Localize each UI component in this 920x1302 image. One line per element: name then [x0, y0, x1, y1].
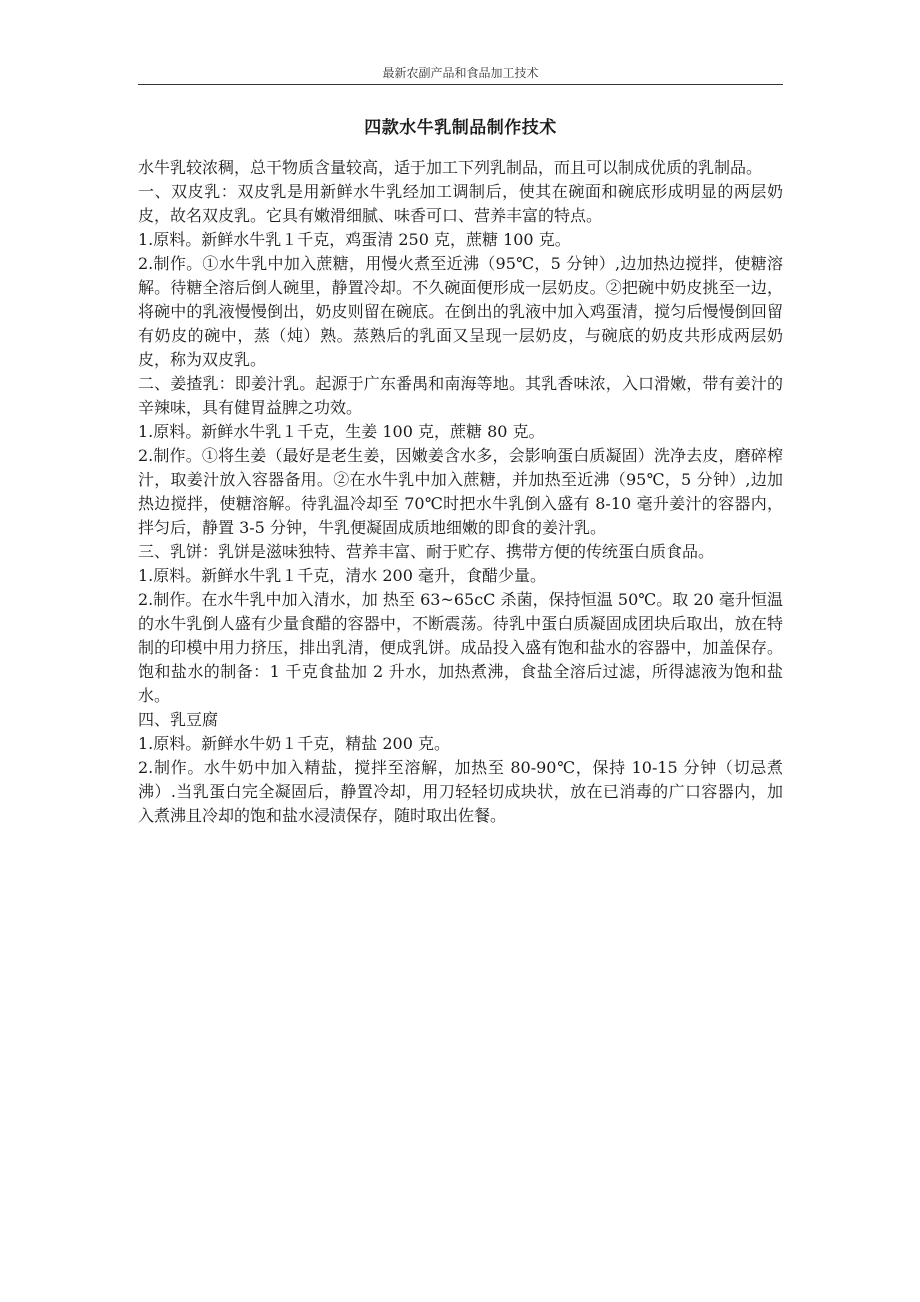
- section-2-ingredients: 1.原料。新鲜水牛乳１千克，生姜 100 克，蔗糖 80 克。: [138, 422, 545, 441]
- section-3-method: 2.制作。在水牛乳中加入清水，加 热至 63~65cC 杀菌，保持恒温 50℃。取 20 毫升恒温的水牛乳倒人盛有少量食醋的容器中，不断震荡。待乳中蛋白质凝固成团块后取出，放在特制的印模中用力挤压，排出乳清，便成乳饼。成品投入盛有饱和盐水的容器中，加盖保存。饱和盐水的制备：1 千克食盐加 2 升水，加热煮沸，食盐全溶后过滤，所得滤液为饱和盐水。: [138, 590, 783, 705]
- section-4-method: 2.制作。水牛奶中加入精盐，搅拌至溶解，加热至 80-90℃，保持 10-15 分钟（切忌煮沸）.当乳蛋白完全凝固后，静置冷却，用刀轻轻切成块状，放在已消毒的广口容器内，加入煮沸且冷却的饱和盐水浸渍保存，随时取出佐餐。: [138, 758, 783, 825]
- section-1-heading-paragraph: 一、双皮乳：双皮乳是用新鲜水牛乳经加工调制后，使其在碗面和碗底形成明显的两层奶皮，故名双皮乳。它具有嫩滑细腻、味香可口、营养丰富的特点。: [138, 182, 783, 225]
- document-title: 四款水牛乳制品制作技术: [364, 118, 557, 138]
- header-rule: [138, 84, 783, 85]
- section-2-method: 2.制作。①将生姜（最好是老生姜，因嫩姜含水多，会影响蛋白质凝固）洗净去皮，磨碎榨汁，取姜汁放入容器备用。②在水牛乳中加入蔗糖，并加热至近沸（95℃，5 分钟）,边加热边搅拌，使糖溶解。待乳温冷却至 70℃时把水牛乳倒入盛有 8-10 毫升姜汁的容器内，拌匀后，静置 3-5 分钟，牛乳便凝固成质地细嫩的即食的姜汁乳。: [138, 446, 783, 537]
- section-4-heading: 四、乳豆腐: [138, 710, 219, 729]
- section-1-ingredients: 1.原料。新鲜水牛乳１千克，鸡蛋清 250 克，蔗糖 100 克。: [138, 230, 571, 249]
- section-3-ingredients: 1.原料。新鲜水牛乳１千克，清水 200 毫升，食醋少量。: [138, 566, 546, 585]
- section-1-method: 2.制作。①水牛乳中加入蔗糖，用慢火煮至近沸（95℃，5 分钟）,边加热边搅拌，使糖溶解。待糖全溶后倒人碗里，静置冷却。不久碗面便形成一层奶皮。②把碗中奶皮挑至一边，将碗中的乳液慢慢倒出，奶皮则留在碗底。在倒出的乳液中加入鸡蛋清，搅匀后慢慢倒回留有奶皮的碗中，蒸（炖）熟。蒸熟后的乳面又呈现一层奶皮，与碗底的奶皮共形成两层奶皮，称为双皮乳。: [138, 254, 783, 369]
- section-4-ingredients: 1.原料。新鲜水牛奶１千克，精盐 200 克。: [138, 734, 450, 753]
- running-header: 最新农副产品和食品加工技术: [382, 66, 539, 80]
- document-body: [138, 156, 783, 828]
- intro-paragraph: 水牛乳较浓稠，总干物质含量较高，适于加工下列乳制品，而且可以制成优质的乳制品。: [138, 158, 763, 177]
- section-2-heading-paragraph: 二、姜揸乳：即姜汁乳。起源于广东番禺和南海等地。其乳香味浓，入口滑嫩，带有姜汁的辛辣味，具有健胃益脾之功效。: [138, 374, 783, 417]
- section-3-heading-paragraph: 三、乳饼：乳饼是滋味独特、营养丰富、耐于贮存、携带方便的传统蛋白质食品。: [138, 542, 715, 561]
